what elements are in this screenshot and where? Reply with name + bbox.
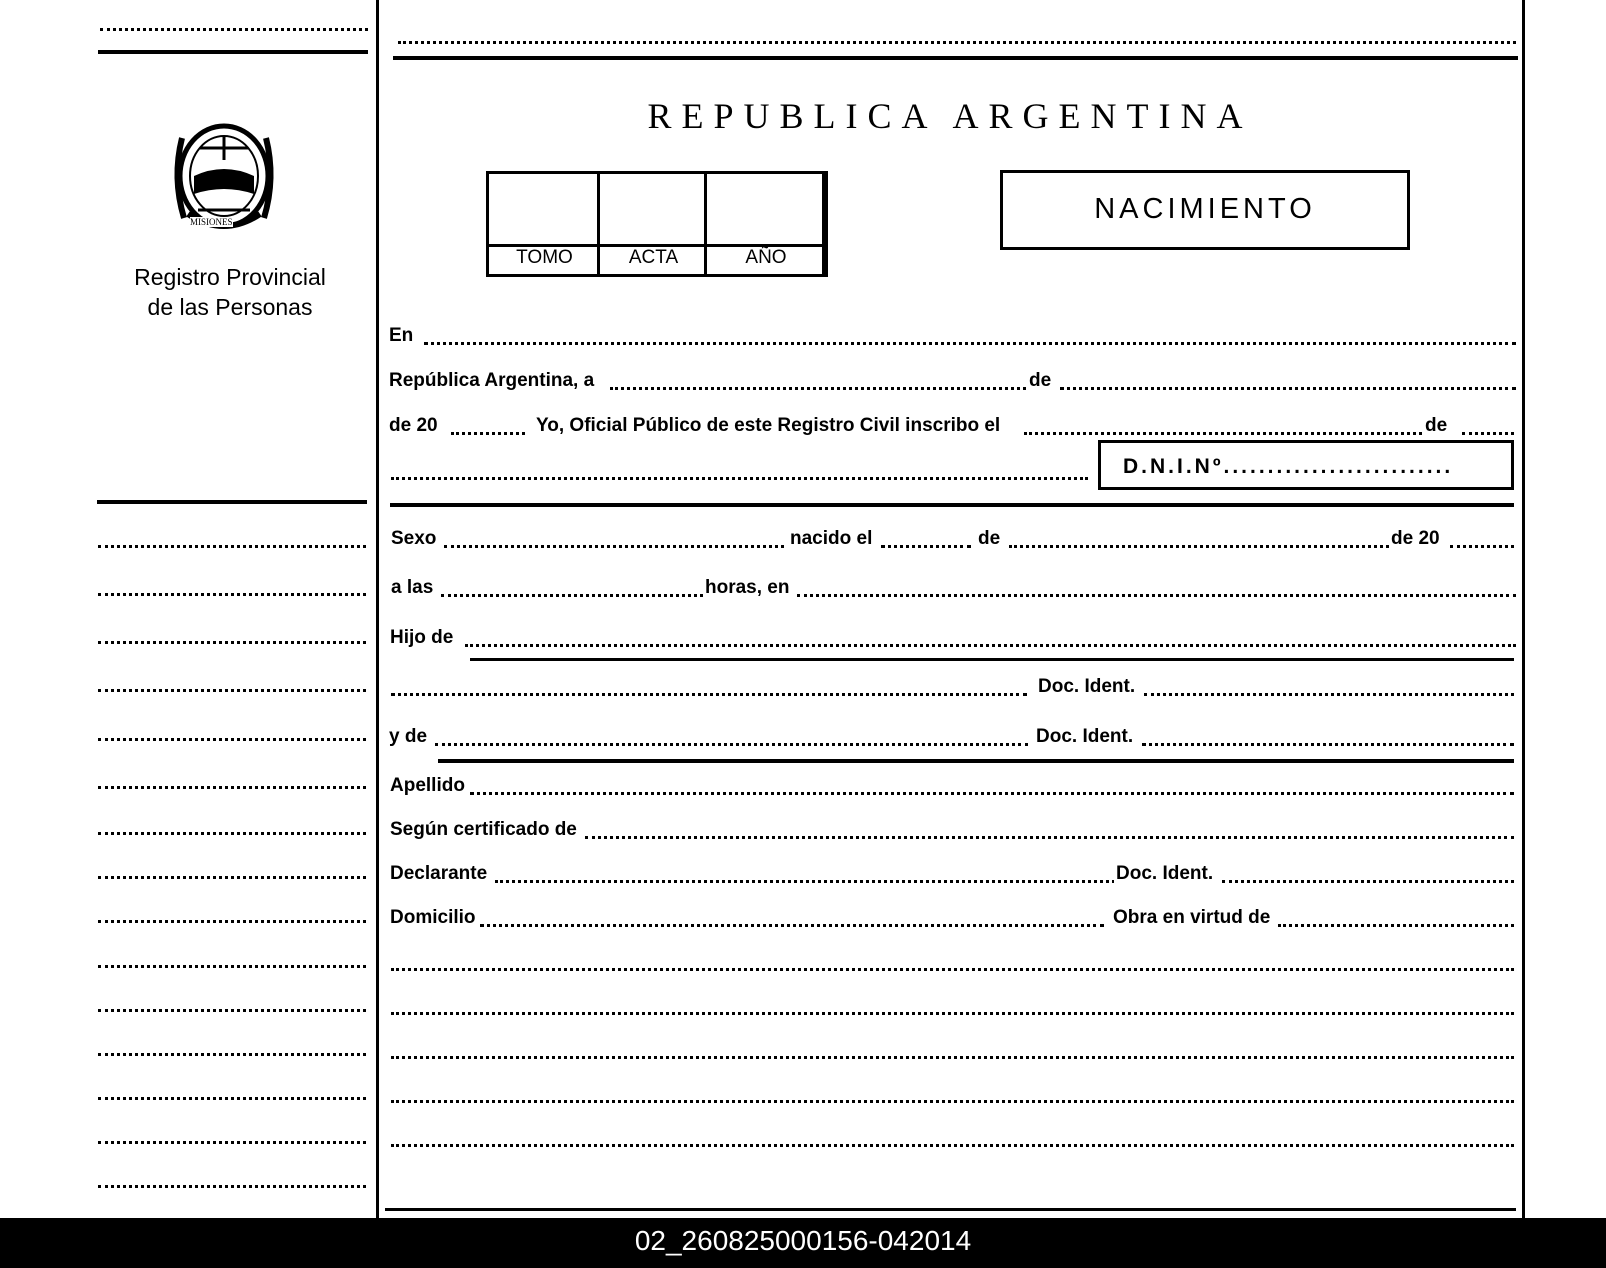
margin-line — [98, 965, 366, 968]
page-title: REPUBLICA ARGENTINA — [647, 96, 1253, 136]
agency-name-line1: Registro Provincial — [134, 264, 326, 290]
margin-line — [98, 920, 366, 923]
document-id-bar — [0, 1218, 1606, 1268]
blank-line — [391, 1012, 1514, 1015]
tomo-label: TOMO — [516, 247, 573, 268]
field-de-label: de — [1425, 415, 1448, 436]
field-hora-label: a las — [391, 577, 434, 598]
margin-line — [98, 641, 366, 644]
margin-line — [98, 1141, 366, 1144]
margin-line — [98, 1097, 366, 1100]
field-certificado-label: Según certificado de — [390, 819, 577, 840]
agency-name — [95, 262, 365, 322]
field-republica-label: República Argentina, a — [389, 370, 595, 391]
field-doc-ident-label: Doc. Ident. — [1038, 676, 1136, 697]
field-domicilio-label: Domicilio — [390, 907, 476, 928]
field-lugar-label: horas, en — [705, 577, 790, 598]
field-obra-label: Obra en virtud de — [1113, 907, 1271, 928]
margin-line — [98, 738, 366, 741]
column-divider — [376, 0, 379, 1218]
field-doc-ident-label: Doc. Ident. — [1116, 863, 1214, 884]
margin-line — [98, 1185, 366, 1188]
registration-box — [486, 171, 828, 277]
document-type-box: NACIMIENTO — [1000, 170, 1410, 250]
margin-line — [98, 689, 366, 692]
seal-text: MISIONES — [190, 217, 233, 227]
field-year-label: de 20 — [389, 415, 438, 436]
margin-line — [98, 593, 366, 596]
field-sexo-label: Sexo — [391, 528, 437, 549]
agency-name-line2: de las Personas — [147, 294, 313, 320]
field-doc-ident-label: Doc. Ident. — [1036, 726, 1134, 747]
field-de-label: de — [978, 528, 1001, 549]
field-inscribo-label: Yo, Oficial Público de este Registro Civil inscribo el — [536, 415, 1001, 436]
margin-line — [98, 876, 366, 879]
field-nacido-label: nacido el — [790, 528, 873, 549]
margin-line — [98, 545, 366, 548]
dni-box — [1098, 440, 1514, 490]
field-madre-label: y de — [389, 726, 428, 747]
dni-label: D.N.I.Nº.......................... — [1123, 455, 1454, 478]
acta-label: ACTA — [628, 247, 679, 268]
right-border — [1522, 0, 1525, 1218]
blank-line — [391, 1144, 1514, 1147]
document-id: 02_260825000156-042014 — [634, 1225, 972, 1256]
field-year-label: de 20 — [1391, 528, 1440, 549]
blank-line — [391, 1100, 1514, 1103]
margin-line — [98, 1053, 366, 1056]
margin-line — [98, 832, 366, 835]
margin-line — [98, 786, 366, 789]
margin-line — [98, 1009, 366, 1012]
anio-label: AÑO — [745, 247, 787, 268]
blank-line — [391, 968, 1514, 971]
field-en-label: En — [389, 325, 414, 346]
field-apellido-label: Apellido — [390, 775, 465, 796]
field-padre-label: Hijo de — [390, 627, 454, 648]
field-declarante-label: Declarante — [390, 863, 488, 884]
field-de-label: de — [1029, 370, 1052, 391]
blank-line — [391, 1056, 1514, 1059]
